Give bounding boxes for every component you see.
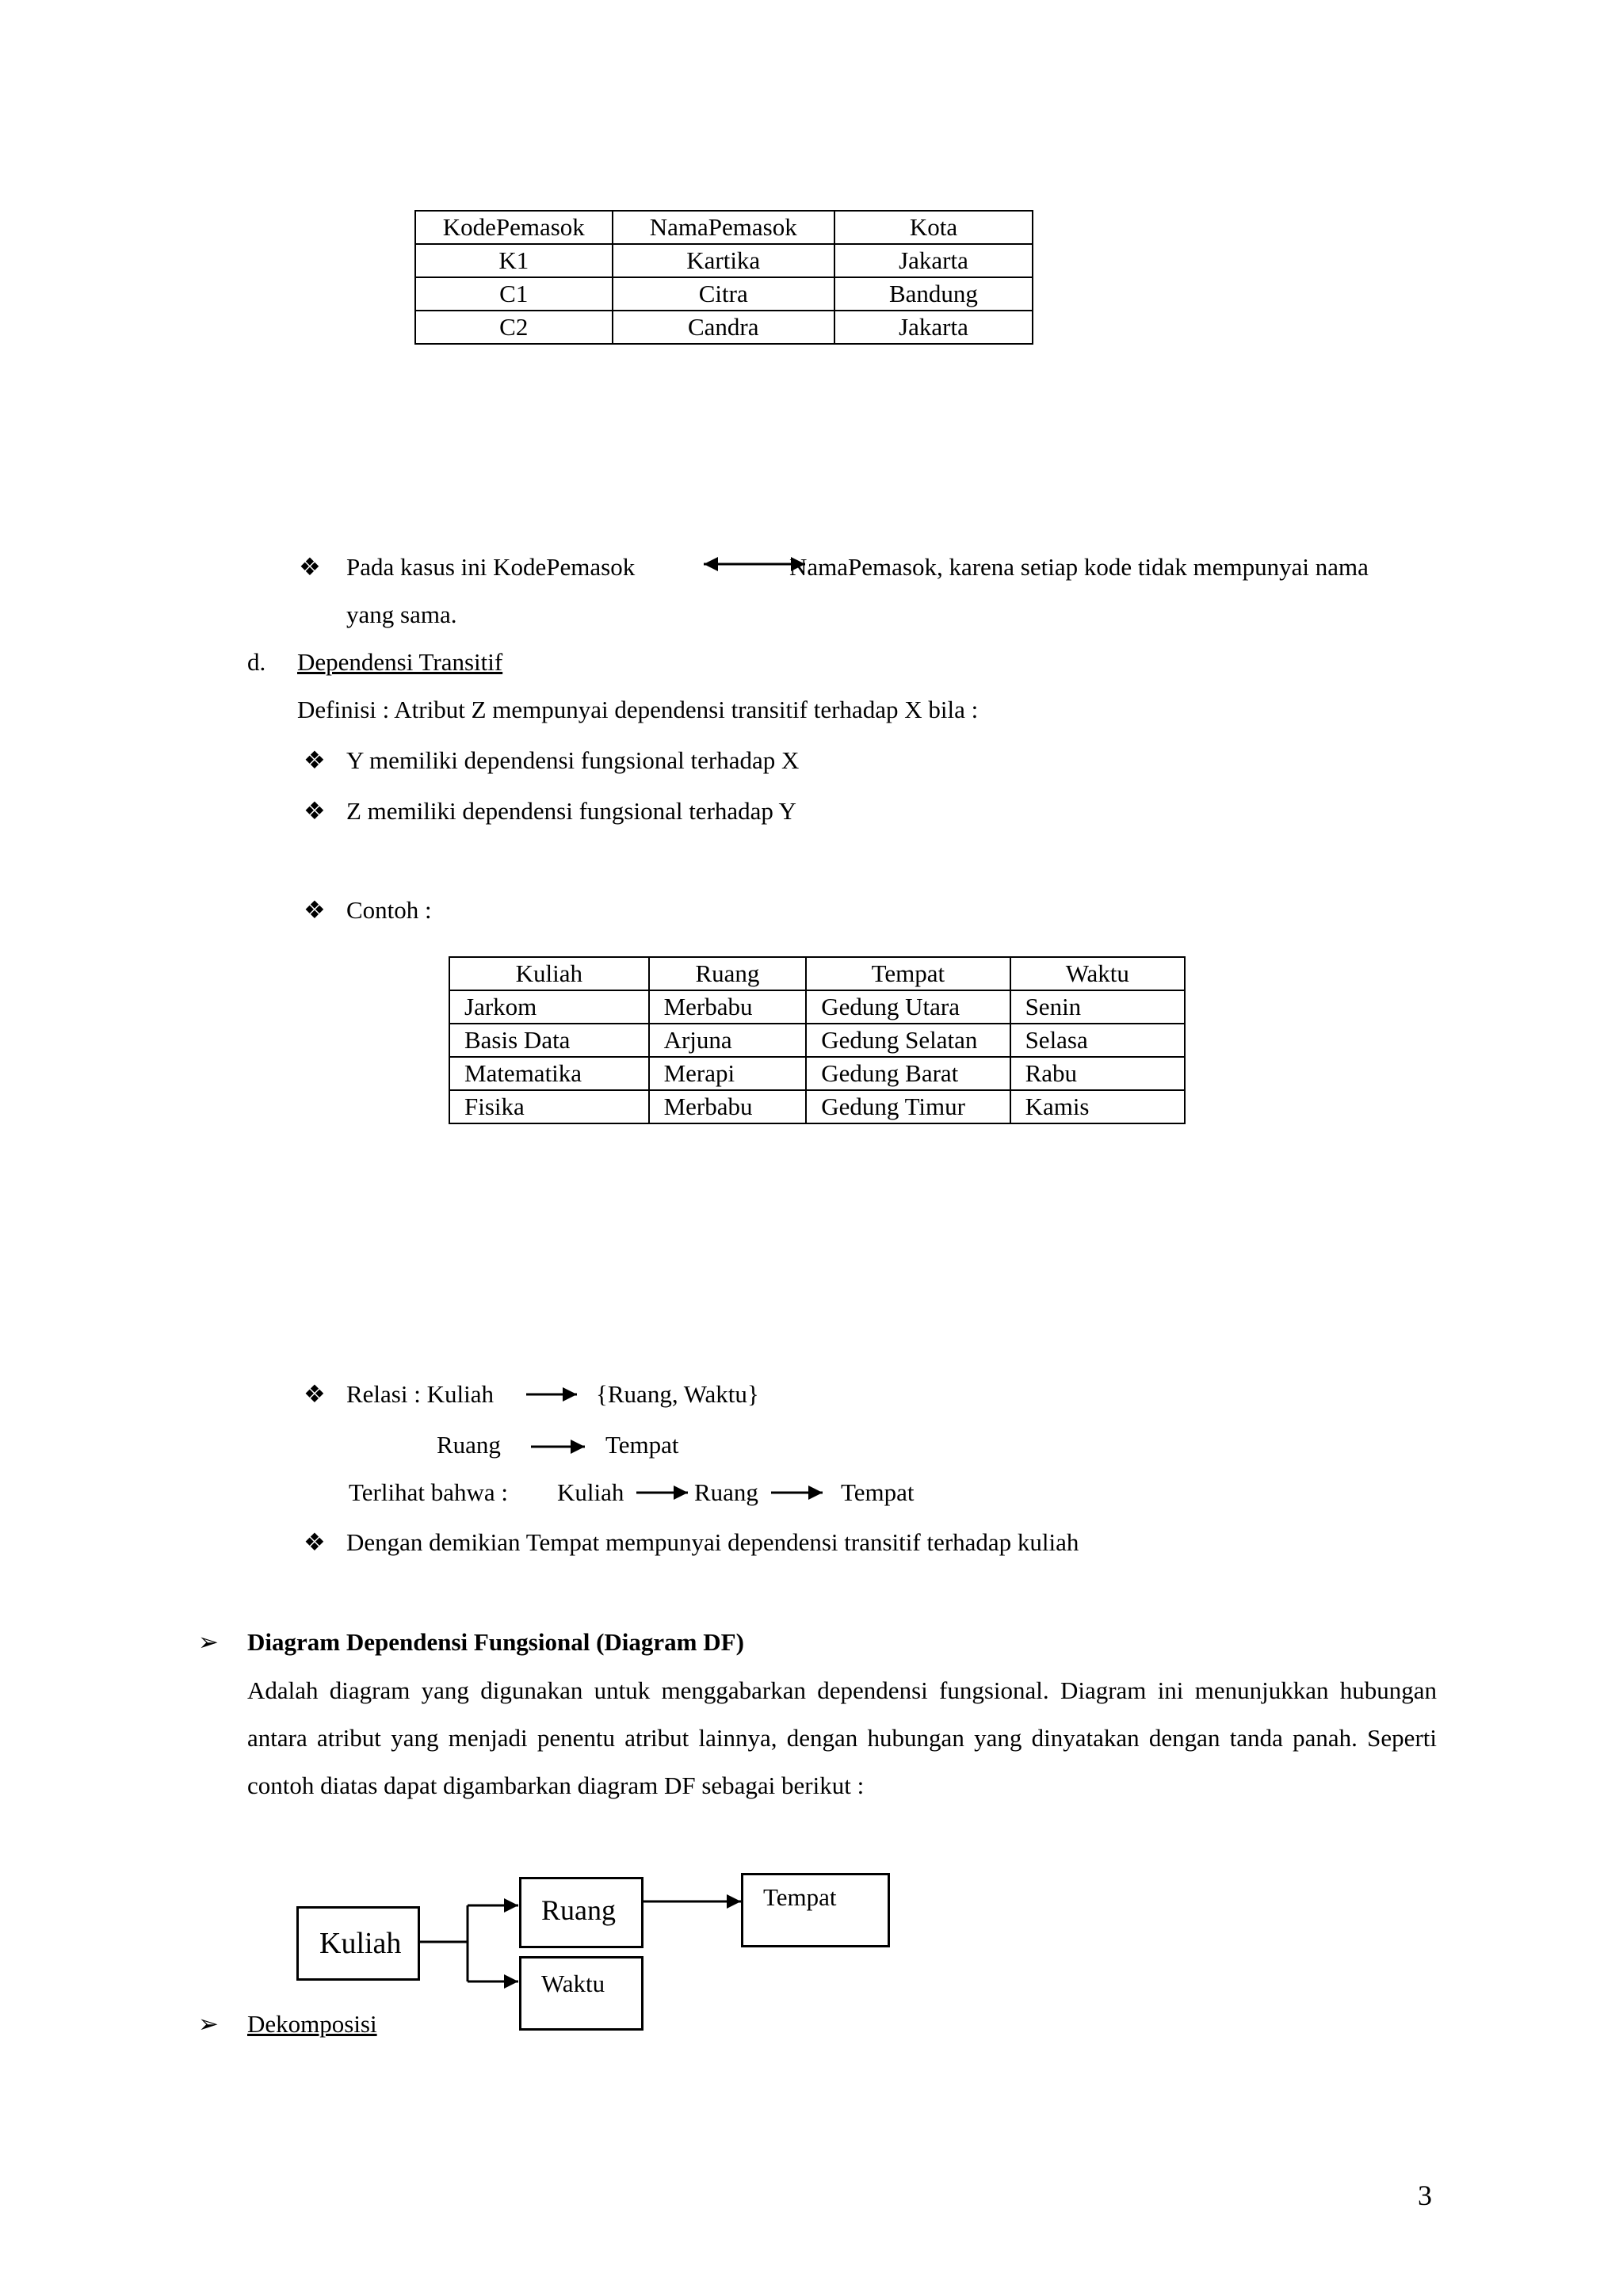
seen-label: Terlihat bahwa : — [349, 1478, 508, 1506]
df-box-ruang — [519, 1877, 643, 1948]
table-cell: Basis Data — [449, 1024, 649, 1057]
table-header-cell: NamaPemasok — [613, 211, 834, 244]
table-cell: Kartika — [613, 244, 834, 277]
case-note-text-b: NamaPemasok, karena setiap kode tidak mempunyai nama — [789, 553, 1369, 581]
relation-ruang: Ruang — [437, 1431, 501, 1459]
table-header-cell: Ruang — [649, 957, 807, 990]
page-number: 3 — [1418, 2180, 1432, 2211]
relation-tempat: Tempat — [605, 1431, 679, 1459]
decomposition-title: Dekomposisi — [247, 2010, 377, 2038]
df-label-kuliah: Kuliah — [319, 1927, 402, 1960]
conclusion-text: Dengan demikian Tempat mempunyai dependensi transitif terhadap kuliah — [346, 1528, 1079, 1556]
seen-ruang: Ruang — [694, 1478, 758, 1506]
table-cell: Jakarta — [834, 244, 1033, 277]
table-cell: Gedung Selatan — [806, 1024, 1010, 1057]
example-label: Contoh : — [346, 896, 432, 924]
table-cell: Kamis — [1010, 1090, 1185, 1123]
df-box-tempat — [741, 1873, 890, 1947]
table-cell: K1 — [415, 244, 613, 277]
table-header-cell: KodePemasok — [415, 211, 613, 244]
table-cell: Gedung Timur — [806, 1090, 1010, 1123]
table-cell: Citra — [613, 277, 834, 311]
df-label-waktu: Waktu — [541, 1970, 605, 1997]
table-cell: Gedung Barat — [806, 1057, 1010, 1090]
df-box-kuliah — [296, 1906, 420, 1981]
table-cell: Bandung — [834, 277, 1033, 311]
section-marker: d. — [247, 648, 266, 676]
table-cell: Arjuna — [649, 1024, 807, 1057]
table-header-cell: Waktu — [1010, 957, 1185, 990]
case-note-text-a: Pada kasus ini KodePemasok — [346, 553, 636, 581]
table-cell: Gedung Utara — [806, 990, 1010, 1024]
table-cell: Jakarta — [834, 311, 1033, 344]
table-cell: Jarkom — [449, 990, 649, 1024]
df-label-tempat: Tempat — [763, 1883, 837, 1911]
table-cell: Merbabu — [649, 990, 807, 1024]
table-cell: C2 — [415, 311, 613, 344]
bullet-icon: ❖ — [304, 1380, 326, 1408]
bullet-icon: ❖ — [299, 553, 321, 581]
table-cell: Selasa — [1010, 1024, 1185, 1057]
table-cell: C1 — [415, 277, 613, 311]
relation-target: {Ruang, Waktu} — [596, 1380, 759, 1408]
table-cell: Matematika — [449, 1057, 649, 1090]
df-label-ruang: Ruang — [541, 1894, 616, 1926]
diagram-section-title: Diagram Dependensi Fungsional (Diagram DF) — [247, 1628, 744, 1656]
table-cell: Merapi — [649, 1057, 807, 1090]
definition-text: Definisi : Atribut Z mempunyai dependensi transitif terhadap X bila : — [297, 696, 979, 723]
table-cell: Fisika — [449, 1090, 649, 1123]
table-header-cell: Tempat — [806, 957, 1010, 990]
table-cell: Candra — [613, 311, 834, 344]
bullet-text: Z memiliki dependensi fungsional terhadap Y — [346, 797, 796, 825]
seen-tempat: Tempat — [841, 1478, 915, 1506]
bullet-icon: ❖ — [304, 896, 326, 924]
table-cell: Rabu — [1010, 1057, 1185, 1090]
df-box-waktu — [519, 1956, 643, 2031]
bullet-icon: ❖ — [304, 746, 326, 774]
arrow-bullet-icon: ➢ — [198, 2010, 219, 2038]
section-title: Dependensi Transitif — [297, 648, 503, 676]
bullet-icon: ❖ — [304, 1528, 326, 1556]
seen-kuliah: Kuliah — [557, 1478, 624, 1506]
relation-label: Relasi : Kuliah — [346, 1380, 494, 1408]
bullet-icon: ❖ — [304, 797, 326, 825]
table-cell: Senin — [1010, 990, 1185, 1024]
bullet-text: Y memiliki dependensi fungsional terhadap X — [346, 746, 800, 774]
table-header-cell: Kuliah — [449, 957, 649, 990]
case-note-text-c: yang sama. — [346, 601, 457, 628]
table-header-cell: Kota — [834, 211, 1033, 244]
diagram-section-paragraph: Adalah diagram yang digunakan untuk menggabarkan dependensi fungsional. Diagram ini menunjukkan hubungan antara atribut yang menjadi penentu atribut lainnya, dengan hubungan yang dinyatakan dengan tanda panah. Seperti contoh diatas dapat digambarkan diagram DF sebagai berikut : — [247, 1676, 1437, 1799]
table-cell: Merbabu — [649, 1090, 807, 1123]
arrow-bullet-icon: ➢ — [198, 1628, 219, 1656]
